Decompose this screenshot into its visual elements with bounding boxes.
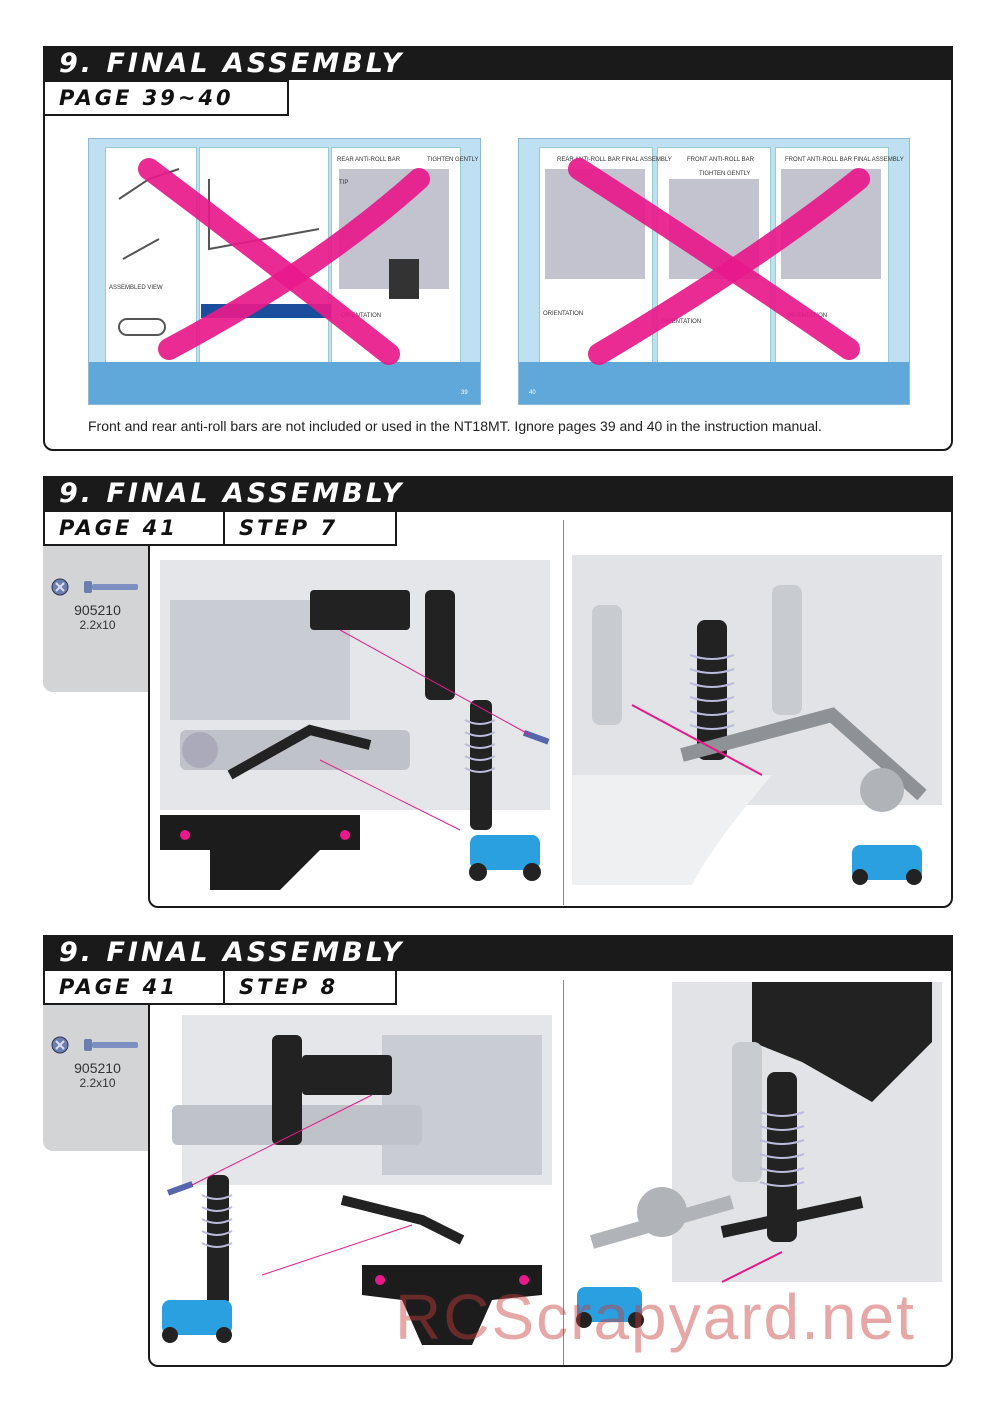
part-size: 2.2x10 [79,618,116,632]
manual-label: ORIENTATION [543,311,584,317]
screw-icon [50,575,145,599]
section-banner [43,935,953,969]
manual-header: REAR ANTI-ROLL BAR FINAL ASSEMBLY [557,157,672,163]
screw-icon [50,1033,145,1057]
car-orientation-icon [469,835,541,881]
section-title: 9. FINAL ASSEMBLY [59,48,405,79]
car-orientation-icon [162,1300,232,1343]
manual-page-number: 40 [529,390,536,396]
screw-part [50,1033,145,1090]
step-tab: STEP 8 [223,969,397,1005]
step-tab: STEP 7 [223,510,397,546]
manual-header: REAR ANTI-ROLL BAR [337,157,401,163]
screw-part [50,575,145,632]
part-size: 2.2x10 [79,1076,116,1090]
manual-label: ORIENTATION [787,313,828,319]
manual-label: TIP [339,180,349,186]
page-tab: PAGE 39~40 [43,80,289,116]
page-tab: PAGE 41 [43,510,225,546]
notice-caption: Front and rear anti-roll bars are not included or used in the NT18MT. Ignore pages 39 and 40 in the instruction manual. [88,418,822,434]
manual-page-number: 39 [461,390,468,396]
manual-header: FRONT ANTI-ROLL BAR [687,157,755,163]
manual-header: TIGHTEN GENTLY [427,157,479,163]
watermark-text: RCScrapyard.net [395,1281,916,1353]
manual-header: TIGHTEN GENTLY [699,171,751,177]
section-banner [43,476,953,510]
manual-page-40-image [518,138,910,405]
manual-page-39-art [89,139,480,404]
section-title: 9. FINAL ASSEMBLY [59,937,405,968]
manual-header: FRONT ANTI-ROLL BAR FINAL ASSEMBLY [785,157,904,163]
manual-page-39-image [88,138,481,405]
step-7-side-view-illustration [572,525,942,885]
part-code: 905210 [74,1060,121,1076]
manual-page-40-art [519,139,909,404]
step-7-front-view-illustration [160,560,550,900]
manual-label: ASSEMBLED VIEW [109,285,163,291]
part-code: 905210 [74,602,121,618]
manual-label: ORIENTATION [341,313,382,319]
car-orientation-icon [852,845,922,885]
section-banner [43,46,953,80]
section-title: 9. FINAL ASSEMBLY [59,478,405,509]
manual-label: ORIENTATION [661,319,702,325]
panel-divider [563,520,564,905]
page-tab: PAGE 41 [43,969,225,1005]
